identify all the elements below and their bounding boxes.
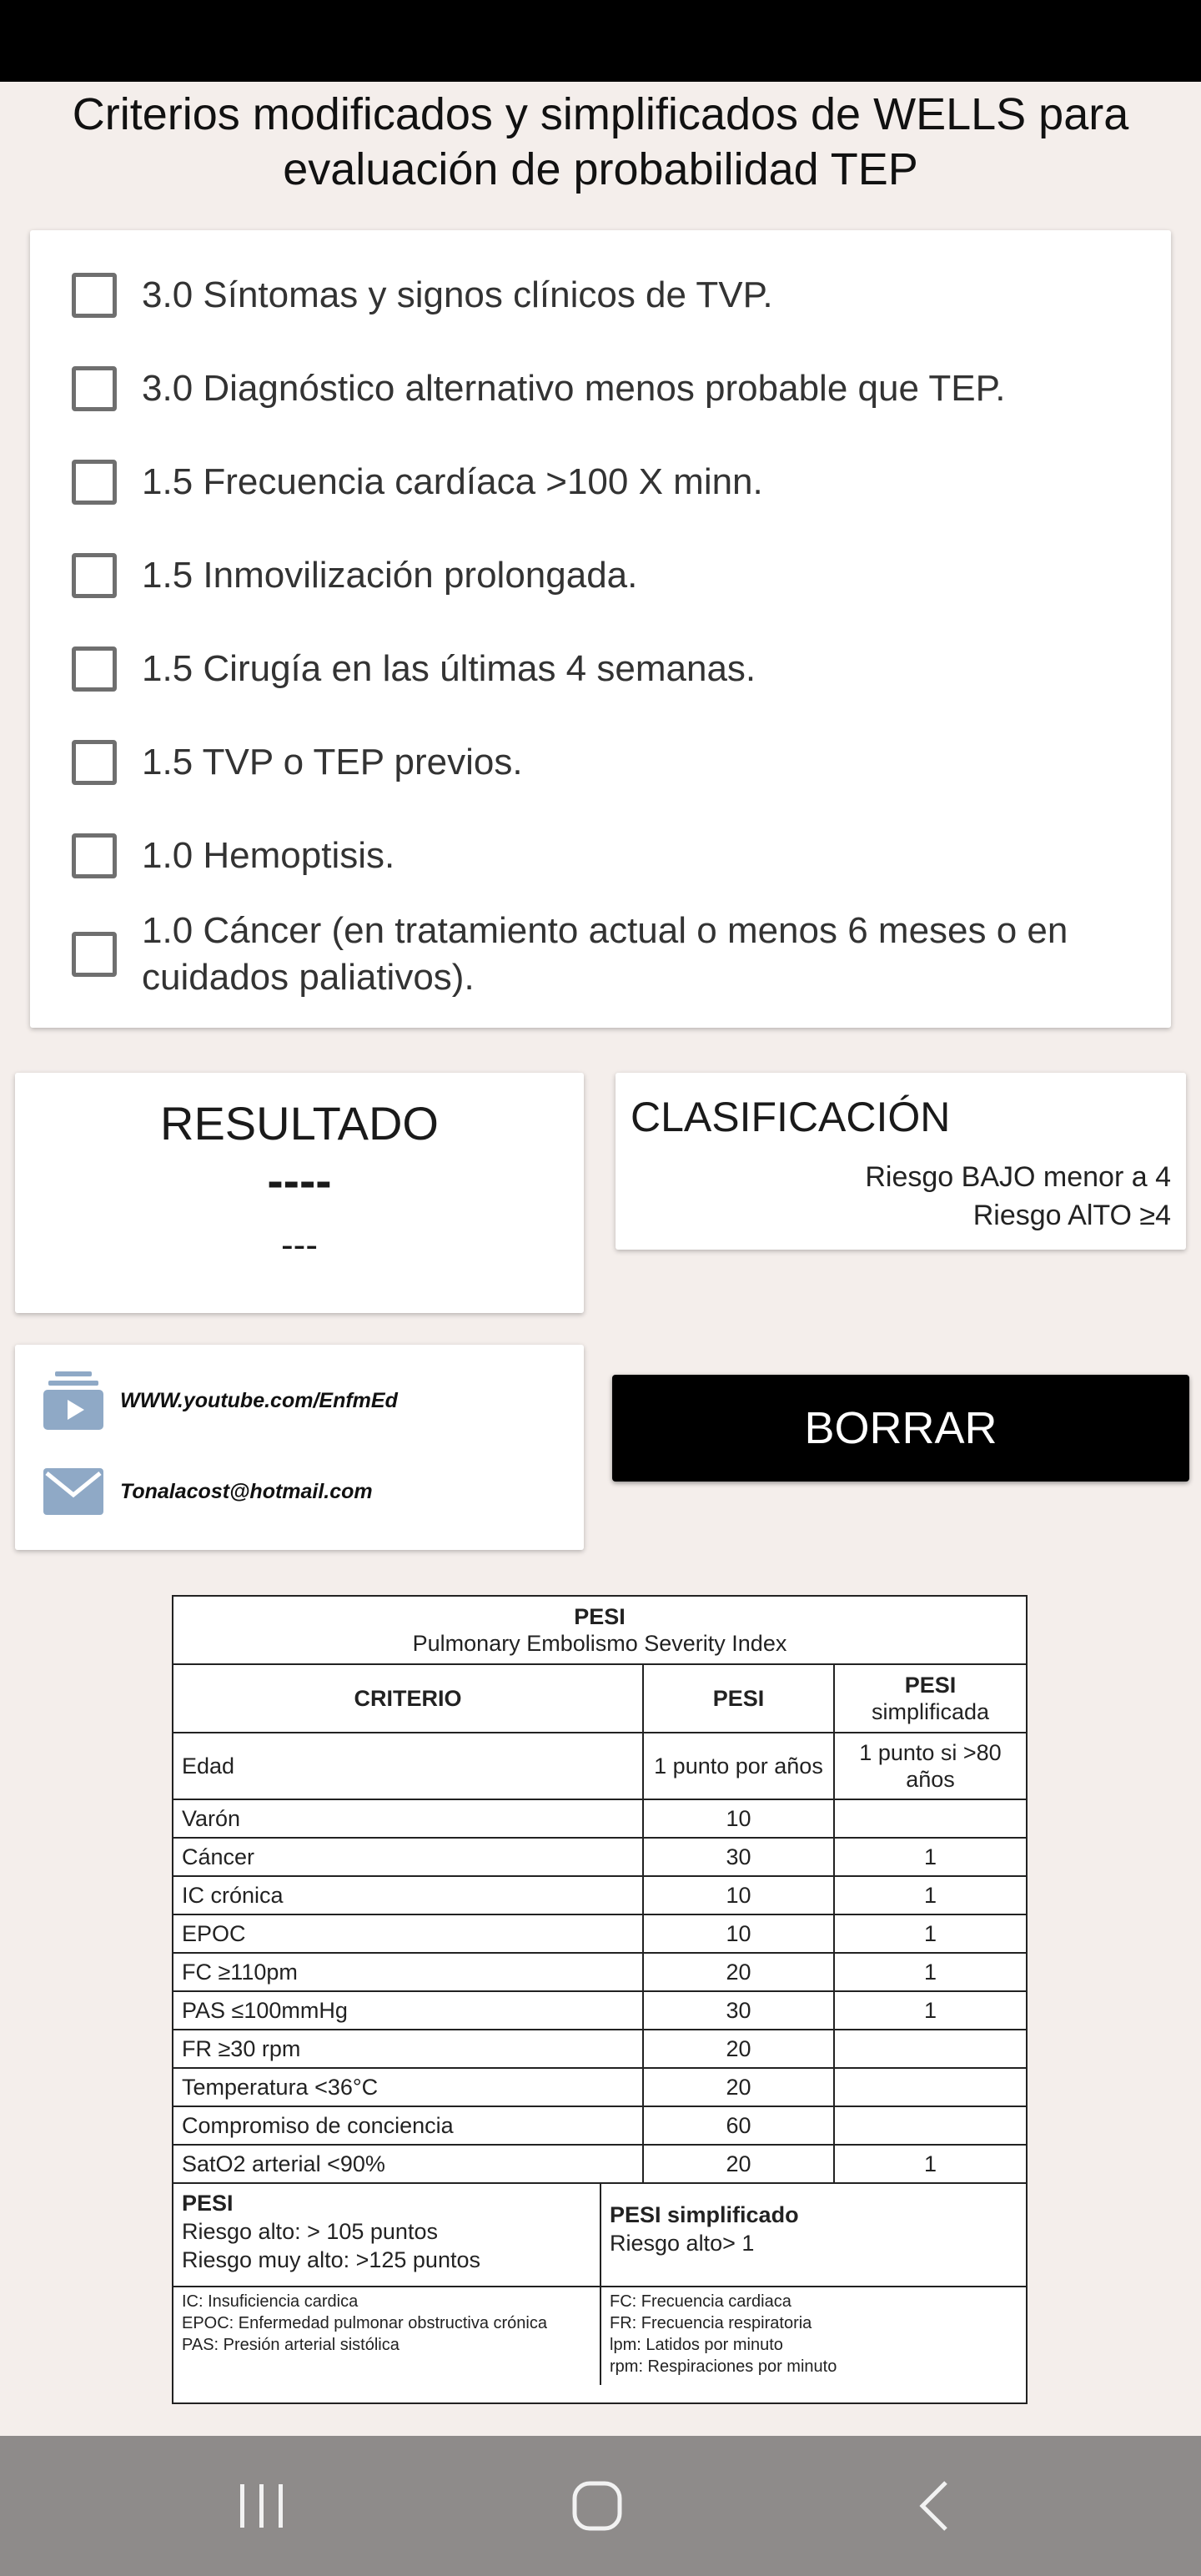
pesi-cell-pesi: 10 bbox=[643, 1914, 834, 1953]
criterion-row[interactable] bbox=[72, 833, 394, 879]
pesi-cell-pesi: 30 bbox=[643, 1838, 834, 1876]
result-card bbox=[15, 1073, 584, 1313]
pesi-title: PESI bbox=[574, 1604, 626, 1629]
classification-card bbox=[616, 1073, 1186, 1250]
pesi-cell-simplificada bbox=[834, 2106, 1026, 2145]
criterion-row[interactable] bbox=[72, 908, 1151, 1001]
table-row bbox=[173, 1953, 1026, 1991]
pesi-table bbox=[173, 1597, 1026, 2385]
pesi-risk-left-line: Riesgo alto: > 105 puntos bbox=[182, 2219, 438, 2244]
criterion-row[interactable] bbox=[72, 272, 773, 319]
pesi-cell-criterio: Compromiso de conciencia bbox=[173, 2106, 643, 2145]
status-bar bbox=[0, 0, 1201, 82]
table-row bbox=[173, 1914, 1026, 1953]
video-play-icon bbox=[43, 1371, 103, 1430]
result-score: ---- bbox=[267, 1154, 332, 1208]
pesi-col-pesi: PESI bbox=[643, 1664, 834, 1733]
criterion-row[interactable] bbox=[72, 459, 763, 506]
clear-button[interactable]: BORRAR bbox=[612, 1375, 1189, 1482]
criterion-label: 1.5 Frecuencia cardíaca >100 X minn. bbox=[142, 461, 763, 502]
recent-apps-icon bbox=[237, 2483, 287, 2529]
abbreviation: FR: Frecuencia respiratoria bbox=[610, 2314, 812, 2332]
pesi-header-row bbox=[173, 1664, 1026, 1733]
pesi-risk-right-line: Riesgo alto> 1 bbox=[610, 2231, 755, 2256]
youtube-link-text[interactable]: WWW.youtube.com/EnfmEd bbox=[120, 1388, 398, 1412]
pesi-cell-pesi: 10 bbox=[643, 1876, 834, 1914]
back-icon bbox=[916, 2479, 952, 2533]
pesi-col-simplificada bbox=[834, 1664, 1026, 1733]
pesi-cell-simplificada: 1 bbox=[834, 1876, 1026, 1914]
criterion-checkbox[interactable] bbox=[72, 740, 117, 785]
table-row bbox=[173, 1799, 1026, 1838]
pesi-risk-left-line: Riesgo muy alto: >125 puntos bbox=[182, 2247, 480, 2272]
pesi-cell-criterio: IC crónica bbox=[173, 1876, 643, 1914]
pesi-cell-pesi: 60 bbox=[643, 2106, 834, 2145]
table-row bbox=[173, 1991, 1026, 2030]
result-interpretation: --- bbox=[281, 1225, 318, 1265]
abbreviation: rpm: Respiraciones por minuto bbox=[610, 2357, 837, 2376]
pesi-cell-pesi: 20 bbox=[643, 1953, 834, 1991]
abbreviation: PAS: Presión arterial sistólica bbox=[182, 2336, 399, 2354]
home-icon bbox=[570, 2479, 624, 2533]
pesi-cell-criterio: Varón bbox=[173, 1799, 643, 1838]
email-link-text[interactable]: Tonalacost@hotmail.com bbox=[120, 1479, 373, 1503]
pesi-subtitle: Pulmonary Embolismo Severity Index bbox=[412, 1631, 787, 1656]
pesi-table-image bbox=[172, 1595, 1028, 2404]
table-row bbox=[173, 2145, 1026, 2183]
wells-criteria-card bbox=[30, 230, 1171, 1028]
table-row bbox=[173, 2030, 1026, 2068]
envelope-icon bbox=[43, 1468, 103, 1515]
email-link[interactable] bbox=[43, 1468, 373, 1515]
pesi-cell-simplificada: 1 bbox=[834, 1953, 1026, 1991]
pesi-cell-criterio: Cáncer bbox=[173, 1838, 643, 1876]
criterion-label: 1.0 Hemoptisis. bbox=[142, 835, 395, 876]
pesi-cell-criterio: PAS ≤100mmHg bbox=[173, 1991, 643, 2030]
pesi-risk-right-title: PESI simplificado bbox=[610, 2202, 799, 2227]
navigation-bar bbox=[0, 2436, 1201, 2576]
table-row bbox=[173, 1733, 1026, 1799]
criterion-label: 1.0 Cáncer (en tratamiento actual o menos 6 meses o en cuidados paliativos). bbox=[142, 910, 1068, 998]
abbreviation: EPOC: Enfermedad pulmonar obstructiva crónica bbox=[182, 2314, 547, 2332]
pesi-cell-pesi: 20 bbox=[643, 2030, 834, 2068]
pesi-cell-criterio: FR ≥30 rpm bbox=[173, 2030, 643, 2068]
criterion-row[interactable] bbox=[72, 365, 1005, 412]
criterion-row[interactable] bbox=[72, 739, 523, 786]
criterion-checkbox[interactable] bbox=[72, 932, 117, 977]
criterion-checkbox[interactable] bbox=[72, 273, 117, 318]
pesi-risk-row bbox=[173, 2183, 1026, 2287]
home-button[interactable] bbox=[547, 2469, 647, 2543]
pesi-cell-simplificada: 1 bbox=[834, 1838, 1026, 1876]
pesi-cell-simplificada: 1 bbox=[834, 2145, 1026, 2183]
criterion-checkbox[interactable] bbox=[72, 460, 117, 505]
pesi-abbr-right bbox=[600, 2287, 1026, 2385]
criterion-label: 1.5 Cirugía en las últimas 4 semanas. bbox=[142, 648, 756, 689]
recent-apps-button[interactable] bbox=[212, 2469, 312, 2543]
table-row bbox=[173, 1838, 1026, 1876]
pesi-cell-criterio: Edad bbox=[173, 1733, 643, 1799]
pesi-abbr-left bbox=[173, 2287, 600, 2385]
pesi-cell-simplificada bbox=[834, 2068, 1026, 2106]
criterion-checkbox[interactable] bbox=[72, 647, 117, 692]
criterion-checkbox[interactable] bbox=[72, 833, 117, 878]
pesi-risk-right bbox=[600, 2183, 1026, 2287]
criterion-label: 3.0 Diagnóstico alternativo menos probable que TEP. bbox=[142, 368, 1006, 409]
abbreviation: FC: Frecuencia cardiaca bbox=[610, 2292, 791, 2311]
criterion-row[interactable] bbox=[72, 552, 637, 599]
classification-high-risk: Riesgo AlTO ≥4 bbox=[972, 1200, 1171, 1231]
pesi-cell-pesi: 20 bbox=[643, 2145, 834, 2183]
pesi-col-simplificada-sub: simplificada bbox=[871, 1699, 990, 1724]
pesi-col-simplificada-title: PESI bbox=[904, 1673, 957, 1698]
abbreviation: IC: Insuficiencia cardica bbox=[182, 2292, 359, 2311]
contact-card bbox=[15, 1345, 584, 1550]
table-row bbox=[173, 1876, 1026, 1914]
table-row bbox=[173, 2106, 1026, 2145]
pesi-col-criterio: CRITERIO bbox=[173, 1664, 643, 1733]
result-title: RESULTADO bbox=[160, 1097, 439, 1150]
classification-title: CLASIFICACIÓN bbox=[631, 1094, 951, 1140]
youtube-link[interactable] bbox=[43, 1371, 398, 1430]
pesi-cell-pesi: 10 bbox=[643, 1799, 834, 1838]
pesi-risk-left-title: PESI bbox=[182, 2191, 234, 2216]
pesi-cell-criterio: SatO2 arterial <90% bbox=[173, 2145, 643, 2183]
table-row bbox=[173, 2068, 1026, 2106]
pesi-cell-pesi: 1 punto por años bbox=[643, 1733, 834, 1799]
pesi-cell-criterio: EPOC bbox=[173, 1914, 643, 1953]
pesi-cell-simplificada: 1 bbox=[834, 1914, 1026, 1953]
pesi-cell-simplificada bbox=[834, 1799, 1026, 1838]
back-button[interactable] bbox=[884, 2469, 984, 2543]
criterion-checkbox[interactable] bbox=[72, 366, 117, 411]
pesi-abbreviations-row bbox=[173, 2287, 1026, 2385]
criterion-label: 3.0 Síntomas y signos clínicos de TVP. bbox=[142, 274, 773, 315]
pesi-cell-simplificada: 1 bbox=[834, 1991, 1026, 2030]
pesi-cell-pesi: 20 bbox=[643, 2068, 834, 2106]
pesi-cell-criterio: FC ≥110pm bbox=[173, 1953, 643, 1991]
criterion-row[interactable] bbox=[72, 646, 756, 692]
pesi-cell-pesi: 30 bbox=[643, 1991, 834, 2030]
criterion-label: 1.5 Inmovilización prolongada. bbox=[142, 555, 638, 596]
abbreviation: lpm: Latidos por minuto bbox=[610, 2336, 783, 2354]
classification-low-risk: Riesgo BAJO menor a 4 bbox=[865, 1161, 1171, 1193]
criterion-checkbox[interactable] bbox=[72, 553, 117, 598]
pesi-cell-simplificada: 1 punto si >80 años bbox=[834, 1733, 1026, 1799]
criterion-label: 1.5 TVP o TEP previos. bbox=[142, 742, 523, 782]
pesi-title-row bbox=[173, 1597, 1026, 1664]
pesi-risk-left bbox=[173, 2183, 600, 2287]
page-title: Criterios modificados y simplificados de WELLS para evaluación de probabilidad TEP bbox=[72, 89, 1129, 194]
pesi-cell-criterio: Temperatura <36°C bbox=[173, 2068, 643, 2106]
pesi-cell-simplificada bbox=[834, 2030, 1026, 2068]
